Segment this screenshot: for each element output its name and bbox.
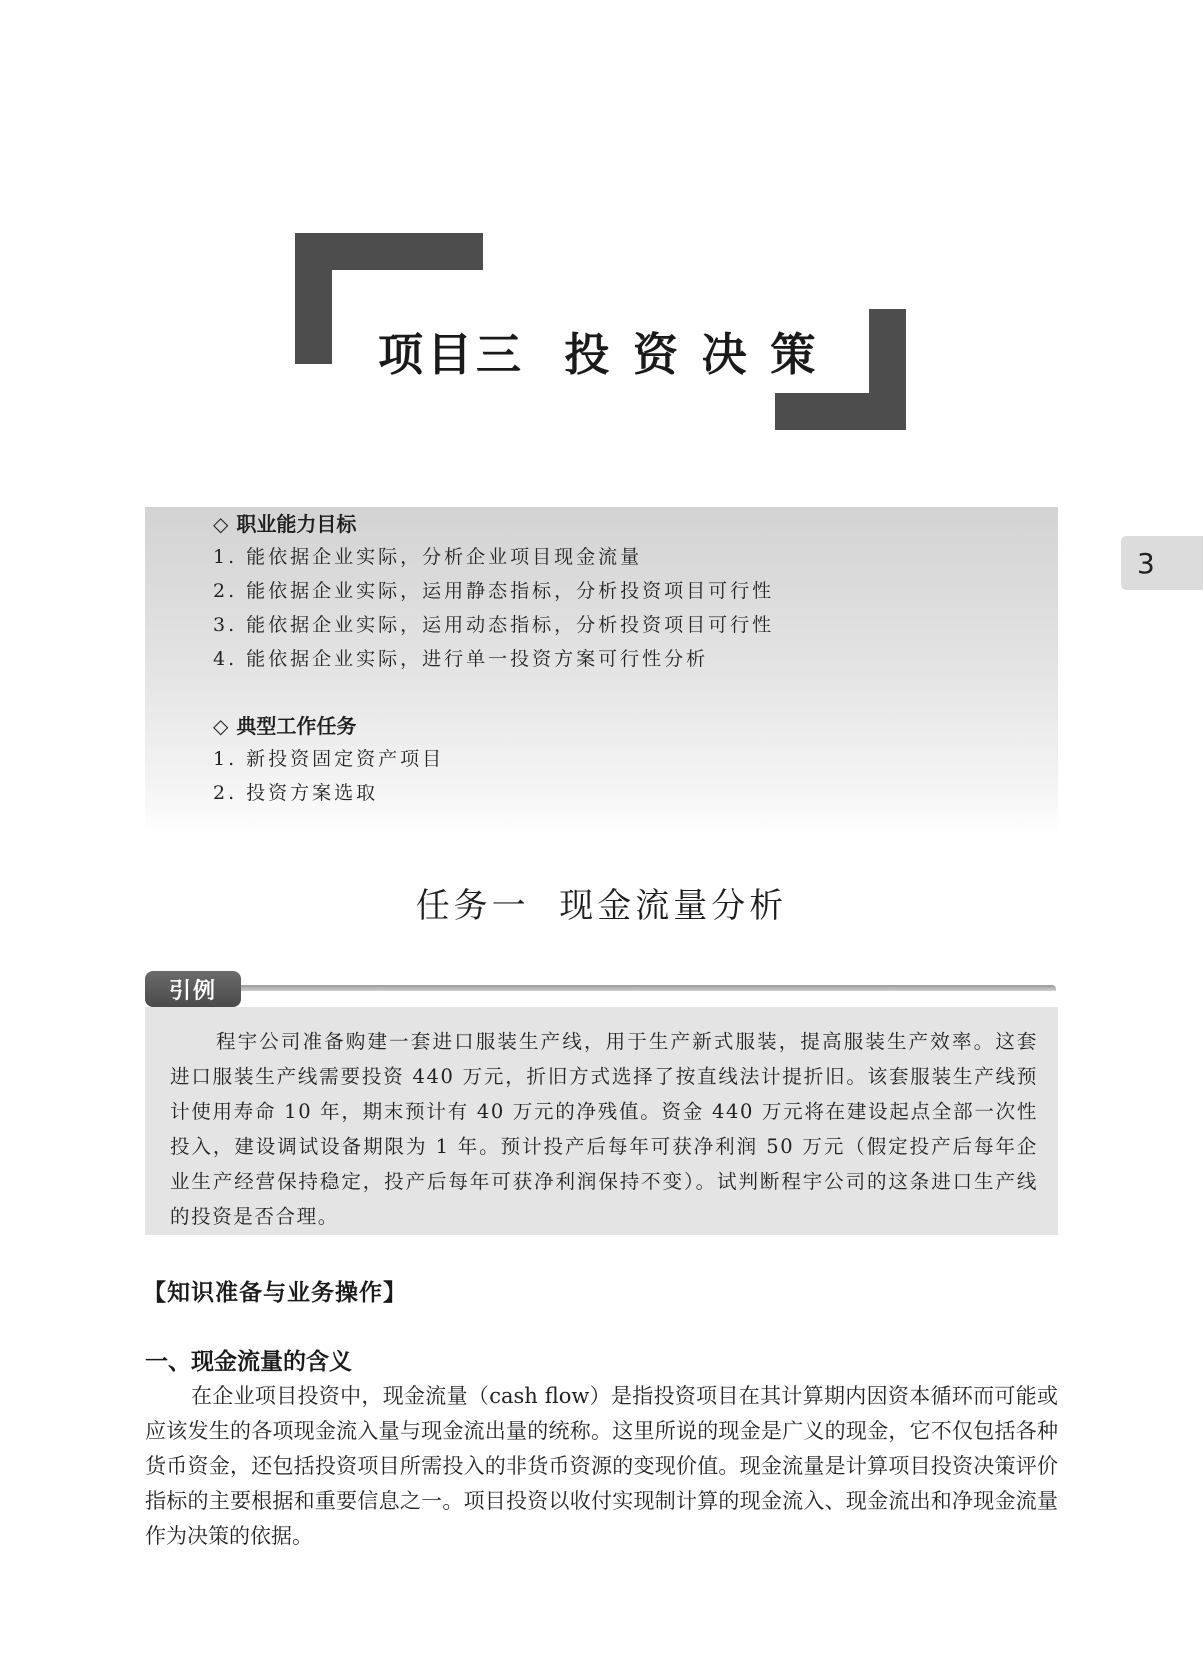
body-paragraph: 在企业项目投资中，现金流量（cash flow）是指投资项目在其计算期内因资本循环而可能或应该发生的各项现金流入量与现金流出量的统称。这里所说的现金是广义的现金，它不仅包括各种货币资金，还包括投资项目所需投入的非货币资源的变现价值。现金流量是计算项目投资决策评价指标的主要根据和重要信息之一。项目投资以收付实现制计算的现金流入、现金流出和净现金流量作为决策的依据。	[145, 1384, 1058, 1548]
typical-task-item: 2. 投资方案选取	[213, 782, 379, 804]
case-label: 引例	[145, 971, 241, 1007]
title-bracket-bottom-side	[869, 309, 906, 430]
case-header-rule	[234, 985, 1056, 991]
typical-tasks-heading: ◇ 典型工作任务	[213, 714, 357, 738]
typical-task-item: 1. 新投资固定资产项目	[213, 748, 445, 770]
case-text: 程宇公司准备购建一套进口服装生产线，用于生产新式服装，提高服装生产效率。这套进口服装生产线需要投资 440 万元，折旧方式选择了按直线法计提折旧。该套服装生产线预计使用寿命 10 年，期末预计有 40 万元的净残值。资金 440 万元将在建设起点全部一次性投入，建设调试设备期限为 1 年。预计投产后每年可获净利润 50 万元（假定投产后每年企业生产经营保持稳定，投产后每年可获净利润保持不变）。试判断程宇公司的这条进口生产线的投资是否合理。	[170, 1030, 1038, 1228]
title-bracket-top-side	[295, 233, 332, 364]
task-title: 任务一 现金流量分析	[415, 886, 788, 926]
diamond-icon: ◇	[213, 714, 229, 738]
page-number-tab: 3	[1121, 536, 1203, 590]
ability-goal-item: 1. 能依据企业实际，分析企业项目现金流量	[213, 546, 643, 568]
subheading: 一、现金流量的含义	[145, 1349, 352, 1375]
ability-goals-heading: ◇ 职业能力目标	[213, 512, 357, 536]
section-header: 【知识准备与业务操作】	[143, 1279, 407, 1306]
diamond-icon: ◇	[213, 512, 229, 536]
chapter-title: 项目三 投 资 决 策	[378, 328, 820, 381]
ability-goal-item: 4. 能依据企业实际，进行单一投资方案可行性分析	[213, 648, 709, 670]
ability-goal-item: 2. 能依据企业实际，运用静态指标，分析投资项目可行性	[213, 580, 775, 602]
ability-goal-item: 3. 能依据企业实际，运用动态指标，分析投资项目可行性	[213, 614, 775, 636]
